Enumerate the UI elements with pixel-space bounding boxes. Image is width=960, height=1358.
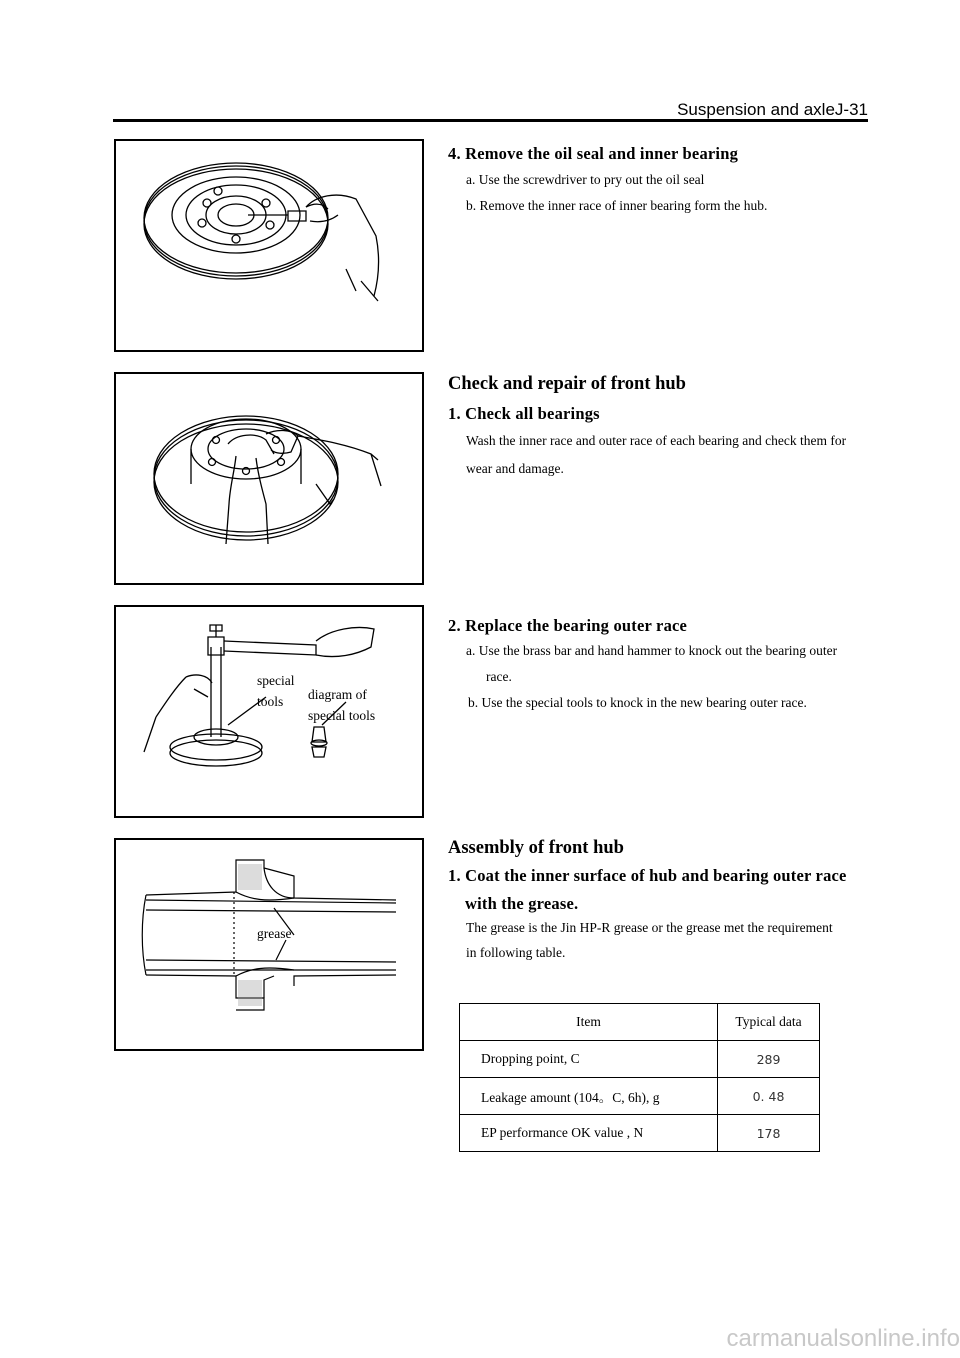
check-step2-a-line1: a. Use the brass bar and hand hammer to knock out the bearing outer	[466, 643, 838, 658]
assembly-step1-title-line1: 1. Coat the inner surface of hub and bearing outer race	[448, 866, 847, 885]
fig-label-special-line2: tools	[257, 694, 284, 709]
check-step2-b: b. Use the special tools to knock in the new bearing outer race.	[468, 695, 807, 710]
fig-label-diagram-line1: diagram of	[308, 687, 367, 702]
table-header-typical-data: Typical data	[718, 1004, 820, 1041]
table-row	[460, 1115, 820, 1152]
fig-label-special-line1: special	[257, 673, 295, 688]
grease-spec-table	[459, 1003, 820, 1152]
assembly-step1-text-line1: The grease is the Jin HP-R grease or the grease met the requirement	[466, 920, 833, 935]
table-cell-value: 178	[718, 1115, 820, 1152]
check-step1-text-line1: Wash the inner race and outer race of each bearing and check them for	[466, 433, 847, 448]
step4-item-a: a. Use the screwdriver to pry out the oil seal	[466, 172, 705, 187]
page-header-title: Suspension and axleJ-31	[677, 100, 868, 119]
table-cell-item: EP performance OK value , N	[460, 1115, 718, 1152]
table-cell-value: 0. 48	[718, 1078, 820, 1115]
figure-grease-cross-section	[114, 838, 424, 1051]
assembly-step1-title-line2: with the grease.	[465, 894, 579, 913]
assembly-section-title: Assembly of front hub	[448, 838, 624, 858]
figure-check-bearings	[114, 372, 424, 585]
hub-bearing-check-illustration	[116, 374, 422, 583]
check-step1-text-line2: wear and damage.	[466, 461, 564, 476]
fig-label-diagram-line2: special tools	[308, 708, 376, 723]
watermark-text: carmanualsonline.info	[726, 1325, 960, 1352]
step4-title: 4. Remove the oil seal and inner bearing	[448, 144, 739, 163]
assembly-step1-text-line2: in following table.	[466, 945, 566, 960]
table-header-item: Item	[460, 1004, 718, 1041]
header-divider	[113, 119, 868, 122]
table-row	[460, 1041, 820, 1078]
fig-label-grease: grease	[257, 926, 292, 941]
step4-item-b: b. Remove the inner race of inner bearing form the hub.	[466, 198, 768, 213]
table-header-row	[460, 1004, 820, 1041]
table-cell-item: Leakage amount (104。C, 6h), g	[460, 1078, 718, 1115]
check-step1-title: 1. Check all bearings	[448, 404, 600, 423]
figure-remove-oil-seal	[114, 139, 424, 352]
table-cell-item: Dropping point, C	[460, 1041, 718, 1078]
hub-cross-section-illustration	[116, 840, 422, 1049]
check-section-title: Check and repair of front hub	[448, 374, 686, 394]
brake-disc-screwdriver-illustration	[116, 141, 422, 350]
check-step2-a-line2: race.	[486, 669, 512, 684]
hammer-special-tools-illustration	[116, 607, 422, 816]
table-row	[460, 1078, 820, 1115]
check-step2-title: 2. Replace the bearing outer race	[448, 616, 688, 635]
table-cell-value: 289	[718, 1041, 820, 1078]
figure-replace-outer-race	[114, 605, 424, 818]
